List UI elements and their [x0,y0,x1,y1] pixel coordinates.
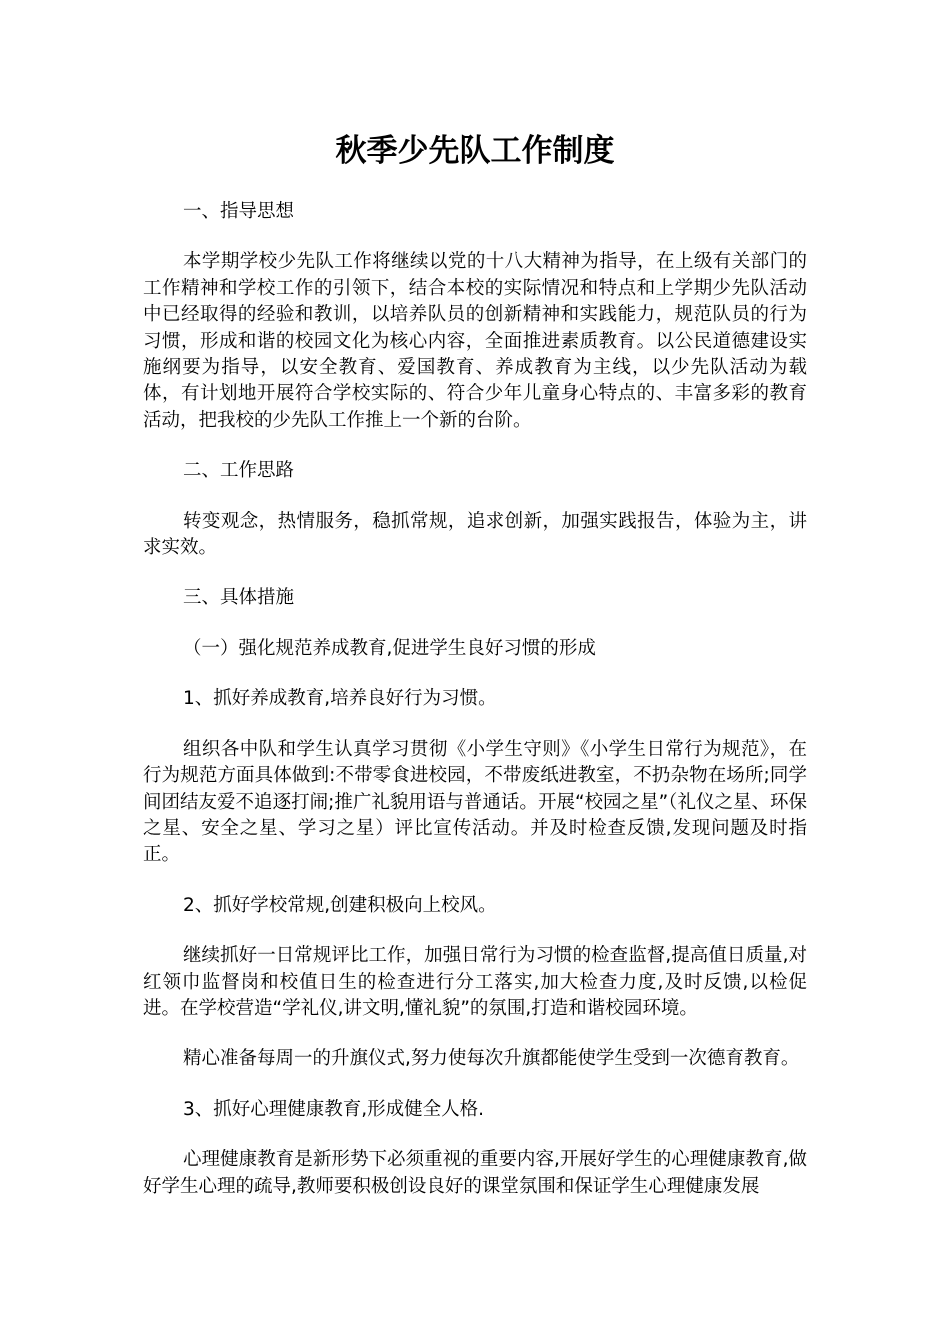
item-heading-1: 1、抓好养成教育,培养良好行为习惯。 [183,688,497,710]
paragraph-work-approach: 转变观念，热情服务，稳抓常规，追求创新，加强实践报告，体验为主，讲求实效。 [143,510,807,559]
paragraph-flag-ceremony: 精心准备每周一的升旗仪式,努力使每次升旗都能使学生受到一次德育教育。 [183,1048,800,1070]
paragraph-mental-health: 心理健康教育是新形势下必须重视的重要内容,开展好学生的心理健康教育,做好学生心理的疏导,教师要积极创设良好的课堂氛围和保证学生心理健康发展 [143,1149,807,1197]
paragraph-school-routine: 继续抓好一日常规评比工作，加强日常行为习惯的检查监督,提高值日质量,对红领巾监督岗和校值日生的检查进行分工落实,加大检查力度,及时反馈,以检促进。在学校营造“学礼仪,讲文明,懂礼貌”的氛围,打造和谐校园环境。 [143,945,807,1019]
paragraph-guiding-ideology: 本学期学校少先队工作将继续以党的十八大精神为指导，在上级有关部门的工作精神和学校工作的引领下，结合本校的实际情况和特点和上学期少先队活动中已经取得的经验和教训，以培养队员的创新精神和实践能力，规范队员的行为习惯，形成和谐的校园文化为核心内容，全面推进素质教育。以公民道德建设实施纲要为指导，以安全教育、爱国教育、养成教育为主线，以少先队活动为载体，有计划地开展符合学校实际的、符合少年儿童身心特点的、丰富多彩的教育活动，把我校的少先队工作推上一个新的台阶。 [143,251,807,431]
section-heading-guiding-ideology: 一、指导思想 [183,201,295,222]
item-heading-2: 2、抓好学校常规,创建积极向上校风。 [183,894,497,916]
document-body [143,199,807,1224]
section-heading-work-approach: 二、工作思路 [183,460,295,482]
item-heading-3: 3、抓好心理健康教育,形成健全人格. [183,1098,485,1120]
document-title: 秋季少先队工作制度 [335,133,615,169]
subsection-heading-1: （一）强化规范养成教育,促进学生良好习惯的形成 [183,637,596,659]
section-heading-specific-measures: 三、具体措施 [183,587,295,609]
paragraph-habit-education: 组织各中队和学生认真学习贯彻《小学生守则》《小学生日常行为规范》，在行为规范方面具体做到:不带零食进校园，不带废纸进教室，不扔杂物在场所;同学间团结友爱不追逐打闹;推广礼貌用语与普通话。开展“校园之星”（礼仪之星、环保之星、安全之星、学习之星）评比宣传活动。并及时检查反馈,发现问题及时指正。 [143,738,807,866]
